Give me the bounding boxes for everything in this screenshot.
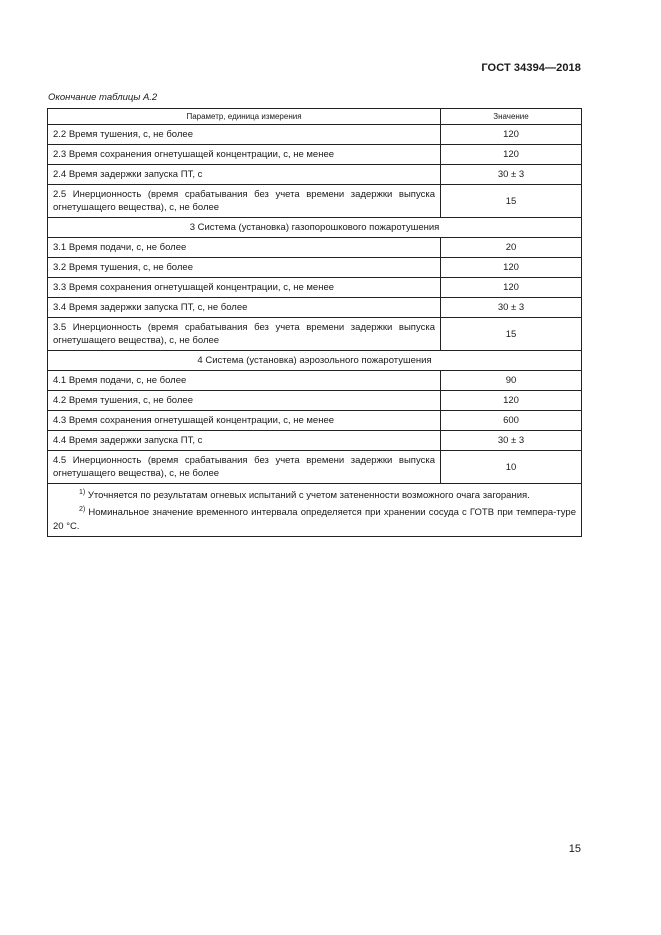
footnote-1: [53, 486, 576, 503]
column-header-parameter: Параметр, единица измерения: [48, 109, 441, 125]
parameter-cell: 4.3 Время сохранения огнетушащей концентрации, с, не менее: [48, 411, 441, 431]
footnote-mark: 1): [79, 489, 86, 496]
table-row: [48, 145, 582, 165]
value-cell: 600: [441, 411, 582, 431]
parameter-cell: 3.5 Инерционность (время срабатывания без учета времени задержки выпуска огнетушащего вещества), с, не более: [48, 318, 441, 351]
parameter-cell: 2.5 Инерционность (время срабатывания без учета времени задержки выпуска огнетушащего вещества), с, не более: [48, 185, 441, 218]
parameter-cell: 4.5 Инерционность (время срабатывания без учета времени задержки выпуска огнетушащего вещества), с, не более: [48, 451, 441, 484]
footnote-text: Номинальное значение временного интервала определяется при хранении сосуда с ГОТВ при темпера-туре 20 °С.: [53, 507, 576, 533]
parameter-cell: 2.2 Время тушения, с, не более: [48, 125, 441, 145]
value-cell: 15: [441, 318, 582, 351]
table-row: [48, 371, 582, 391]
footnote-2: [53, 503, 576, 534]
section-title: 4 Система (установка) аэрозольного пожаротушения: [48, 351, 582, 371]
footnote-text: Уточняется по результатам огневых испытаний с учетом затененности возможного очага загорания.: [87, 490, 530, 502]
value-cell: 120: [441, 125, 582, 145]
footnote-mark: 2): [79, 506, 86, 514]
parameter-cell: 3.1 Время подачи, с, не более: [48, 238, 441, 258]
value-cell: 120: [441, 145, 582, 165]
value-cell: 30 ± 3: [441, 298, 582, 318]
value-cell: 120: [441, 258, 582, 278]
parameter-cell: 4.1 Время подачи, с, не более: [48, 371, 441, 391]
table-row: [48, 451, 582, 484]
parameters-table: [47, 108, 582, 537]
value-cell: 90: [441, 371, 582, 391]
notes-row: [48, 484, 582, 537]
parameter-cell: 4.4 Время задержки запуска ПТ, с: [48, 431, 441, 451]
table-row: [48, 278, 582, 298]
table-section-row: [48, 218, 582, 238]
parameter-cell: 2.4 Время задержки запуска ПТ, с: [48, 165, 441, 185]
value-cell: 20: [441, 238, 582, 258]
value-cell: 15: [441, 185, 582, 218]
parameter-cell: 3.4 Время задержки запуска ПТ, с, не более: [48, 298, 441, 318]
page-number: 15: [568, 843, 581, 855]
table-header-row: [48, 109, 582, 125]
table-section-row: [48, 351, 582, 371]
parameter-cell: 3.3 Время сохранения огнетушащей концентрации, с, не менее: [48, 278, 441, 298]
document-code: ГОСТ 34394—2018: [481, 62, 581, 74]
table-row: [48, 125, 582, 145]
table-body: [48, 125, 582, 484]
section-title: 3 Система (установка) газопорошкового пожаротушения: [48, 218, 582, 238]
value-cell: 30 ± 3: [441, 431, 582, 451]
table-caption: Окончание таблицы А.2: [48, 92, 158, 103]
table-row: [48, 431, 582, 451]
table-row: [48, 165, 582, 185]
table-row: [48, 318, 582, 351]
footnotes: [48, 484, 582, 537]
value-cell: 10: [441, 451, 582, 484]
parameter-cell: 4.2 Время тушения, с, не более: [48, 391, 441, 411]
value-cell: 120: [441, 278, 582, 298]
table-row: [48, 411, 582, 431]
table-row: [48, 185, 582, 218]
value-cell: 30 ± 3: [441, 165, 582, 185]
column-header-value: Значение: [441, 109, 582, 125]
table-row: [48, 238, 582, 258]
table-row: [48, 391, 582, 411]
parameter-cell: 3.2 Время тушения, с, не более: [48, 258, 441, 278]
value-cell: 120: [441, 391, 582, 411]
table-row: [48, 298, 582, 318]
table-row: [48, 258, 582, 278]
parameter-cell: 2.3 Время сохранения огнетушащей концентрации, с, не менее: [48, 145, 441, 165]
